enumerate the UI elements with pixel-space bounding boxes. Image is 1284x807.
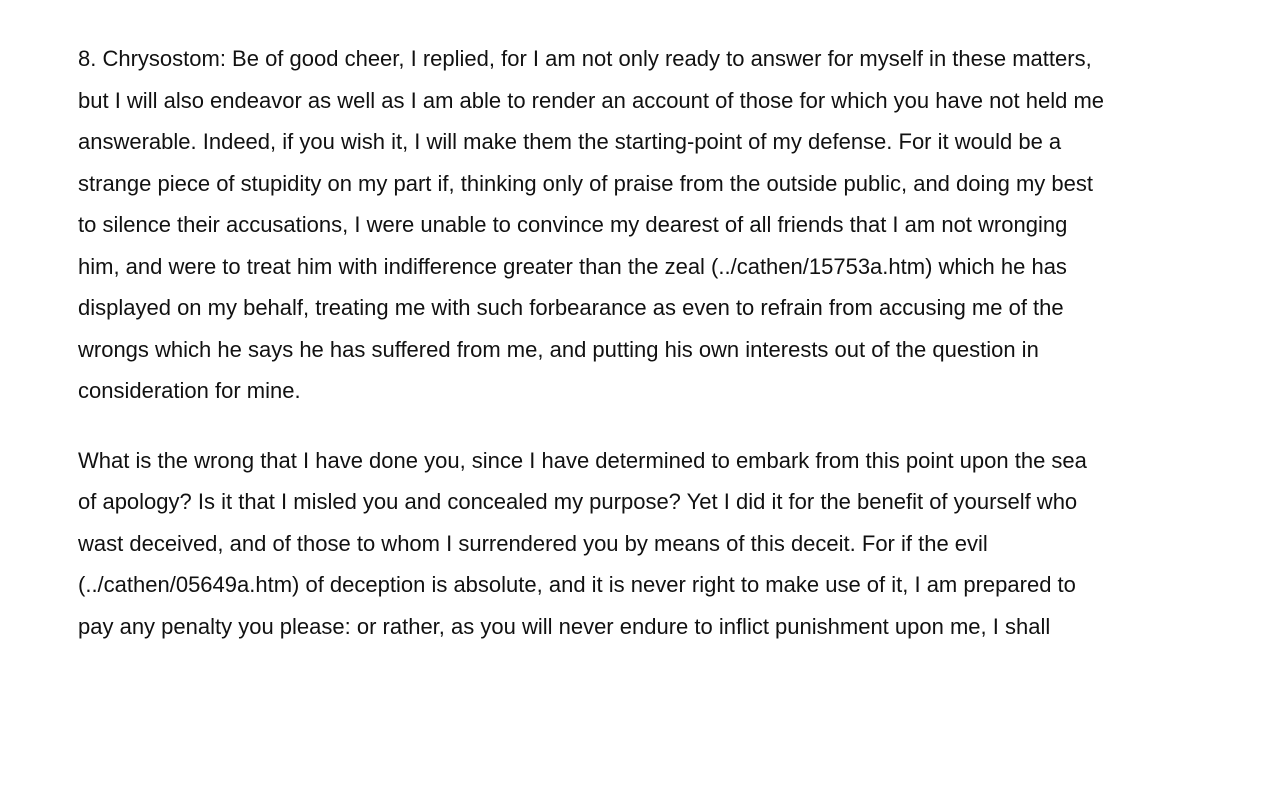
paragraph-line: 8. Chrysostom: Be of good cheer, I replied, for I am not only ready to answer for myself in these matters, — [78, 46, 1092, 71]
paragraph-line: consideration for mine. — [78, 378, 301, 403]
paragraph-line: wrongs which he says he has suffered from me, and putting his own interests out of the question in — [78, 336, 1039, 362]
paragraph-line: but I will also endeavor as well as I am able to render an account of those for which you have not held me — [78, 87, 1105, 113]
document-page — [78, 38, 1218, 647]
paragraph-line: to silence their accusations, I were unable to convince my dearest of all friends that I am not wronging — [78, 212, 1068, 237]
paragraph-line: of apology? Is it that I misled you and concealed my purpose? Yet I did it for the benefit of yourself who — [78, 489, 1078, 514]
paragraph-line: strange piece of stupidity on my part if, thinking only of praise from the outside public, and doing my best — [78, 170, 1093, 196]
paragraph-line: pay any penalty you please: or rather, as you will never endure to inflict punishment upon me, I shall — [78, 613, 1051, 639]
paragraph-line: him, and were to treat him with indifference greater than the zeal (../cathen/15753a.htm) which he has — [78, 253, 1067, 279]
paragraph-line: answerable. Indeed, if you wish it, I will make them the starting-point of my defense. For it would be a — [78, 129, 1062, 154]
paragraph-2 — [78, 440, 1218, 648]
paragraph-line: (../cathen/05649a.htm) of deception is absolute, and it is never right to make use of it, I am prepared to — [78, 572, 1076, 597]
paragraph-line: What is the wrong that I have done you, since I have determined to embark from this point upon the sea — [78, 447, 1087, 473]
paragraph-line: wast deceived, and of those to whom I surrendered you by means of this deceit. For if the evil — [78, 530, 988, 556]
paragraph-1 — [78, 38, 1218, 412]
paragraph-line: displayed on my behalf, treating me with such forbearance as even to refrain from accusing me of the — [78, 295, 1064, 320]
